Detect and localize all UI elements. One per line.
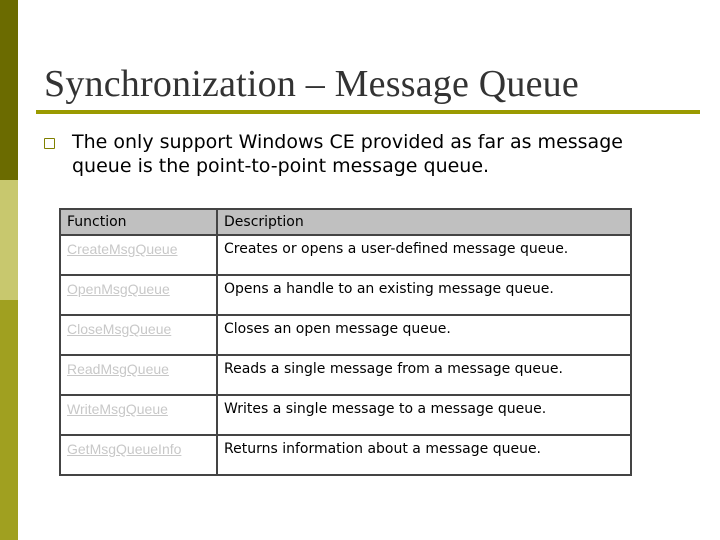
- function-cell: [60, 435, 217, 475]
- table-row: [60, 315, 631, 355]
- function-cell: [60, 235, 217, 275]
- bullet-text: The only support Windows CE provided as far as message queue is the point-to-point message queue.: [72, 131, 623, 177]
- left-accent-bar-bottom: [0, 300, 18, 540]
- function-link[interactable]: WriteMsgQueue: [67, 401, 168, 417]
- square-bullet-icon: [44, 138, 55, 149]
- description-cell: Opens a handle to an existing message queue.: [217, 275, 631, 315]
- table-row: [60, 355, 631, 395]
- description-cell: Writes a single message to a message queue.: [217, 395, 631, 435]
- table-row: [60, 235, 631, 275]
- function-cell: [60, 315, 217, 355]
- function-link[interactable]: CreateMsgQueue: [67, 241, 178, 257]
- table-header-row: [60, 209, 631, 235]
- left-accent-bar-middle: [0, 180, 18, 300]
- function-link[interactable]: ReadMsgQueue: [67, 361, 169, 377]
- function-link[interactable]: CloseMsgQueue: [67, 321, 172, 337]
- description-cell: Reads a single message from a message queue.: [217, 355, 631, 395]
- slide-title: Synchronization – Message Queue: [44, 63, 579, 105]
- function-link[interactable]: OpenMsgQueue: [67, 281, 170, 297]
- table-row: [60, 395, 631, 435]
- header-description: Description: [217, 209, 631, 235]
- title-underline: [36, 110, 700, 114]
- description-cell: Creates or opens a user-defined message queue.: [217, 235, 631, 275]
- function-cell: [60, 355, 217, 395]
- function-cell: [60, 275, 217, 315]
- function-link[interactable]: GetMsgQueueInfo: [67, 441, 182, 457]
- description-cell: Closes an open message queue.: [217, 315, 631, 355]
- function-table: [59, 208, 632, 476]
- table-row: [60, 275, 631, 315]
- header-function: Function: [60, 209, 217, 235]
- left-accent-bar-top: [0, 0, 18, 180]
- table-row: [60, 435, 631, 475]
- description-cell: Returns information about a message queue.: [217, 435, 631, 475]
- function-cell: [60, 395, 217, 435]
